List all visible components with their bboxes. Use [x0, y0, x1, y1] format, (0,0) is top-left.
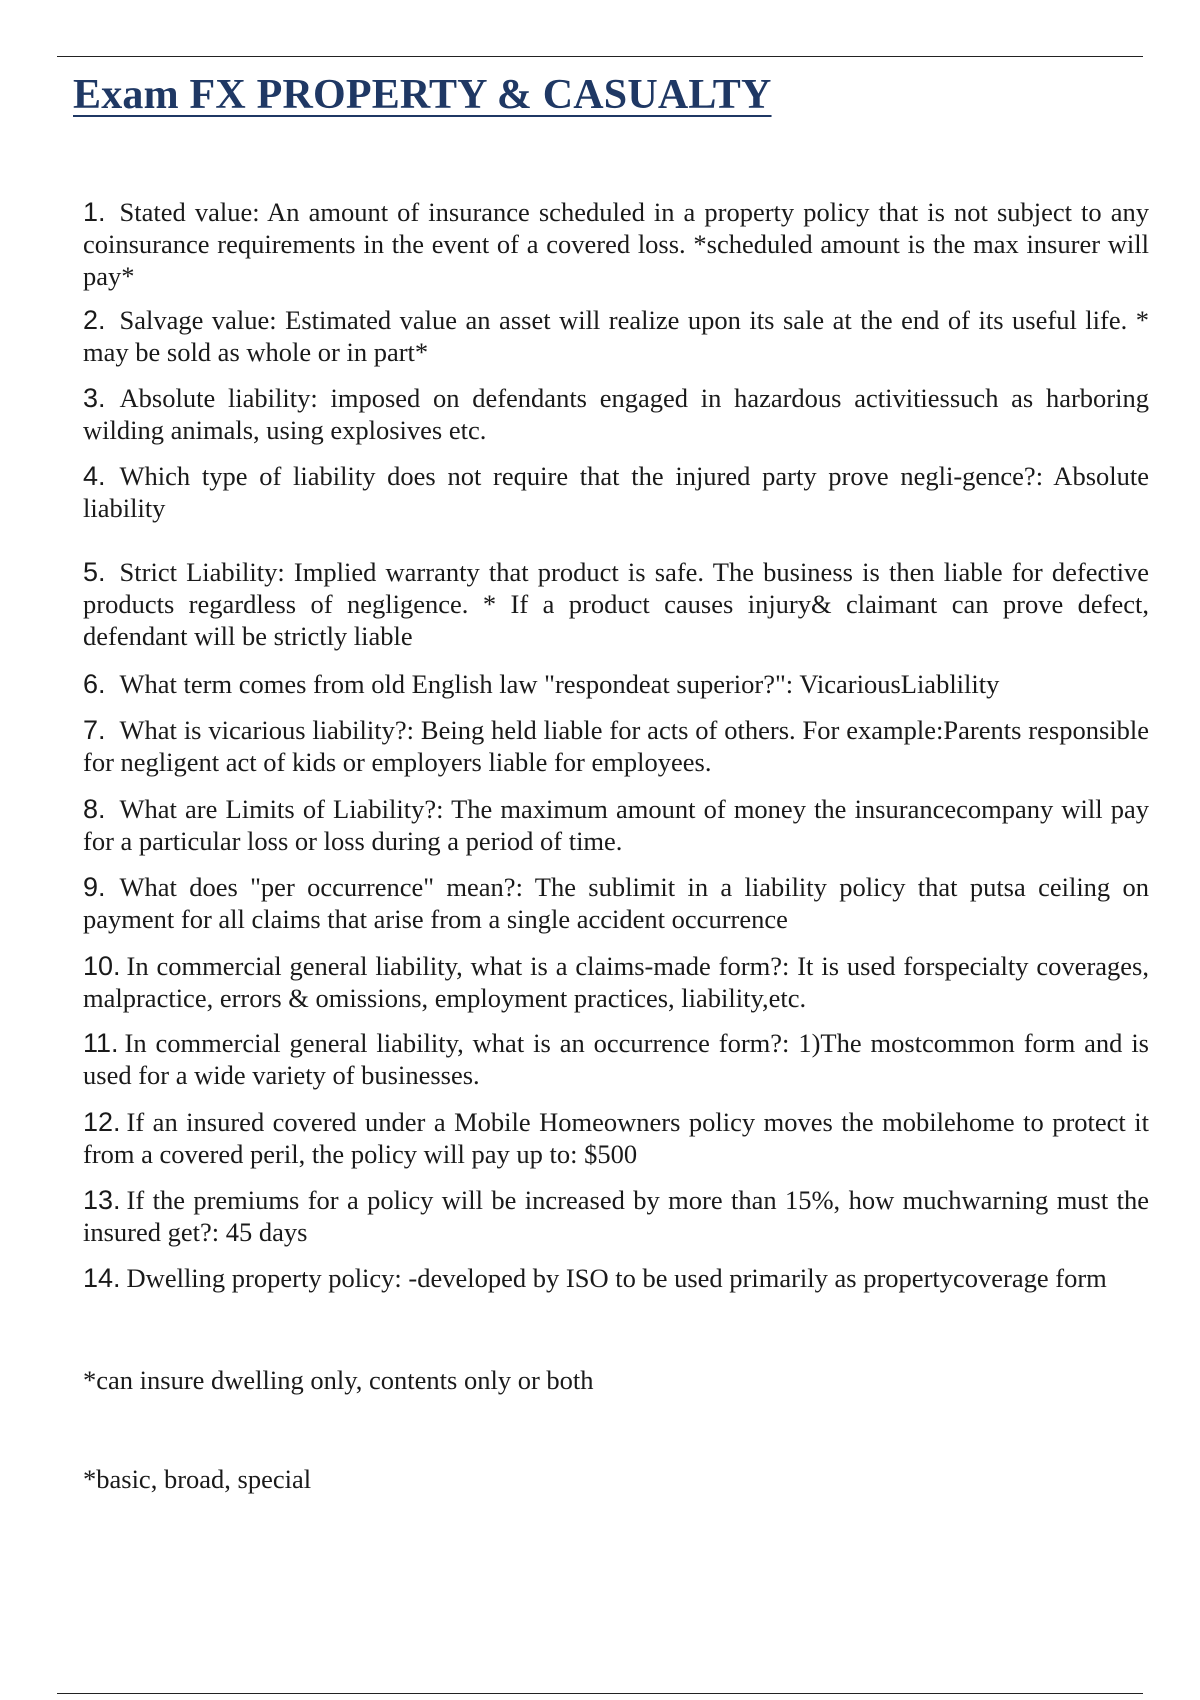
item-number: 2.	[83, 305, 106, 335]
item-number: 13.	[83, 1185, 121, 1215]
item-number: 10.	[83, 951, 121, 981]
item-text: In commercial general liability, what is a claims-made form?: It is used forspecialty coverages, malpractice, errors & omissions, employment practices, liability,etc.	[83, 951, 1149, 1013]
note-text: *can insure dwelling only, contents only or both	[83, 1365, 594, 1395]
item-text: Dwelling property policy: -developed by ISO to be used primarily as propertycoverage form	[126, 1263, 1107, 1293]
item-number: 12.	[83, 1107, 121, 1137]
item-text: Strict Liability: Implied warranty that product is safe. The business is then liable for defective products regardless of negligence. * If a product causes injury& claimant can prove defect, defendant will be strictly liable	[83, 557, 1149, 651]
item-text: In commercial general liability, what is an occurrence form?: 1)The mostcommon form and is used for a wide variety of businesses.	[83, 1028, 1149, 1090]
list-item	[83, 871, 1149, 935]
item-number: 8.	[83, 794, 106, 824]
bottom-rule	[57, 1693, 1143, 1694]
item-number: 3.	[83, 383, 106, 413]
list-item	[83, 714, 1149, 778]
item-text: If an insured covered under a Mobile Homeowners policy moves the mobilehome to protect it from a covered peril, the policy will pay up to: $500	[83, 1107, 1149, 1169]
item-number: 11.	[83, 1028, 119, 1058]
note-text: *basic, broad, special	[83, 1464, 312, 1494]
top-rule	[57, 56, 1143, 57]
item-text: Which type of liability does not require that the injured party prove negli-gence?: Absolute liability	[83, 461, 1149, 523]
list-item	[83, 1027, 1149, 1091]
item-text: What does "per occurrence" mean?: The sublimit in a liability policy that putsa ceiling on payment for all claims that arise from a single accident occurrence	[83, 872, 1149, 934]
item-text: Stated value: An amount of insurance scheduled in a property policy that is not subject to any coinsurance requirements in the event of a covered loss. *scheduled amount is the max insurer will pay*	[83, 197, 1149, 291]
list-item	[83, 304, 1149, 368]
item-text: What term comes from old English law "respondeat superior?": VicariousLiablility	[119, 669, 1000, 699]
list-item	[83, 1106, 1149, 1170]
item-number: 5.	[83, 557, 106, 587]
item-number: 6.	[83, 669, 106, 699]
item-text: Salvage value: Estimated value an asset will realize upon its sale at the end of its useful life. * may be sold as whole or in part*	[83, 305, 1149, 367]
list-item	[83, 382, 1149, 446]
item-number: 4.	[83, 461, 106, 491]
item-number: 7.	[83, 715, 106, 745]
item-text: Absolute liability: imposed on defendants engaged in hazardous activitiessuch as harboring wilding animals, using explosives etc.	[83, 383, 1149, 445]
item-number: 1.	[83, 197, 106, 227]
list-item	[83, 668, 1149, 700]
list-item	[83, 556, 1149, 652]
item-number: 9.	[83, 872, 106, 902]
item-text: If the premiums for a policy will be increased by more than 15%, how muchwarning must the insured get?: 45 days	[83, 1185, 1149, 1247]
item-text: What is vicarious liability?: Being held liable for acts of others. For example:Parents responsible for negligent act of kids or employers liable for employees.	[83, 715, 1149, 777]
item-text: What are Limits of Liability?: The maximum amount of money the insurancecompany will pay for a particular loss or loss during a period of time.	[83, 794, 1149, 856]
list-item	[83, 950, 1149, 1014]
list-item	[83, 460, 1149, 524]
list-item	[83, 793, 1149, 857]
list-item	[83, 196, 1149, 292]
list-item	[83, 1184, 1149, 1248]
list-item	[83, 1262, 1149, 1294]
page-title: Exam FX PROPERTY & CASUALTY	[73, 72, 772, 118]
item-number: 14.	[83, 1263, 121, 1293]
